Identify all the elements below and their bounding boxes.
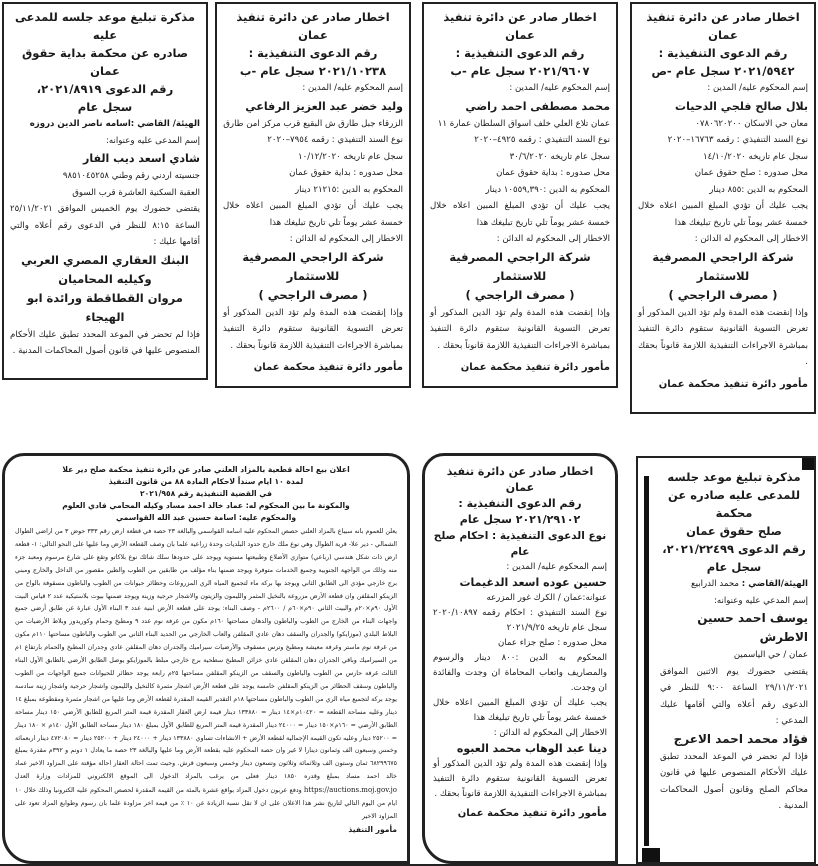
debtor-label: إسم المحكوم عليه/ المدين : <box>509 83 610 93</box>
case-number: ٢٠٢١/٥٩٤٢ سجل عام -ص <box>651 64 795 78</box>
judge-name: محمد الدرابيع <box>691 579 740 589</box>
case-number: ٢٠٢١/٩٦٠٧ سجل عام -ب <box>450 64 590 78</box>
corner-ornament-bottom <box>642 848 660 864</box>
bond-type: نوع السند التنفيذي : رقمه ١٦٧٦٣–٢٠٢٠ <box>667 135 808 145</box>
registry: سجل عام <box>77 100 133 114</box>
signature: مأمور دائرة تنفيذ محكمة عمان <box>253 362 403 373</box>
amount: المحكوم به الدين :٢١٢١٥ دينار <box>295 184 403 195</box>
case-label: رقم الدعوى التنفيذية : <box>658 46 788 60</box>
warning-text: فإذا لم تحضر في الموعد المحدد تطبق عليك الأحكام المنصوص عليها في قانون محاكم الصلح وقانون أصول المحاكمات المدنية . <box>660 751 808 811</box>
summons-text: يقتضى حضورك يوم الاثنين الموافق ٢٩/١١/٢٠٢١ الساعة ٩:٠٠ للنظر في الدعوى رقم أعلاه والتي أقامها عليك المدعي : <box>660 666 808 726</box>
debtor-label: إسم المحكوم عليه/ المدين : <box>707 83 808 93</box>
auction-header-2: لمدة ١٠ ايام سنداً لاحكام المادة ٨٨ من قانون التنفيذ <box>108 477 304 486</box>
debtor-name: محمد مصطفى احمد راضي <box>465 99 610 113</box>
bond-type: نوع السند التنفيذي : رقمه ٧٩٥٤–٢٠٢٠ <box>267 135 403 145</box>
signature: مأمور دائرة تنفيذ محكمة عمان <box>658 378 808 390</box>
bond-date: سجل عام تاريخه ١٠/١٢/٢٠٢٠ <box>298 151 403 162</box>
obligation-text: يجب عليك أن تؤدي المبلغ المبين اعلاه خلال خمسة عشر يوماً تلي تاريخ تبليغك هذا <box>433 698 607 723</box>
case-number: رقم الدعوى ٢٠٢١/٨٩١٩، <box>36 82 174 96</box>
issuer: محل صدوره : بداية حقوق عمان <box>289 168 403 178</box>
notice-execution-29102 <box>422 453 618 864</box>
debtor-address: عنوانه:عمان / الكرك غور المزرعه <box>486 593 607 603</box>
bond-type: نوع السند التنفيذي : رقمه ٤٩٢٥–٢٠٢٠ <box>474 135 610 145</box>
obligation-text: يجب عليك أن تؤدي المبلغ المبين اعلاه خلال خمسة عشر يوماً تلي تاريخ تبليغك هذا <box>430 201 610 228</box>
defendant-name: شادي اسعد ديب الفار <box>82 152 200 165</box>
debtor-name: بلال صالح فلجي الدحيات <box>675 99 808 113</box>
creditor-alias: ( مصرف الراجحي ) <box>258 287 368 302</box>
amount: المحكوم به الدين :٨٠٠ دينار والرسوم والمصاريف واتعاب المحاماة ان وجدت والفائدة ان وجدت. <box>433 653 607 693</box>
bond-date: سجل عام تاريخه ١٤/١٠/٢٠٢٠ <box>703 151 808 162</box>
notice-title: اخطار صادر عن دائرة تنفيذ عمان <box>446 465 594 494</box>
signature: مأمور دائرة تنفيذ محكمة عمان <box>460 362 610 373</box>
auction-body <box>15 526 397 824</box>
notice-title-2: صادره عن محكمة بداية حقوق عمان <box>22 46 188 78</box>
auction-body-text: يعلن للعموم بانه سيباع بالمزاد العلني حصص المحكوم عليه اسامة القواسمي والبالغة ٢٣ حصة في قطعة ارض رقم ٣٣٣ حوض ٣ من اراضي الطوال الشمالي - دير علا- قرية الطوال وهي نوع ملك خارج حدود البلديات وحدة زراعية علما بان وصف القطعة الأرض وما عليها على النحو التالي: ١- قطعة ارض ذات شكل هندسي (رباعي) متوازي الأضلاع وطبيعتها مستوية ويوجد على حدودها سلك شائك نوع بلاكاتو وتقع على شارع مرسوم ومعبد جزء منه وذلك من الواجهة الجنوبية وجميع الخدمات متوفرة ويوجد ضمنها بناء مؤلف من طابقين من الطوب والطين مقصور من الداخل والخارج ومبني برج خارجي مؤدي الى الطابق الثاني ويوجد بها بركة ماء لتجميع المياه الري المزروعات وحظائر حيوانات من الطوب والباطون مسقوفة بالواح من الزينكو المقلفن وان قطعة الأرض مزروعة بالنخيل المثمر والليمون والزيتون والاشجار حرجية وزينة ويوجد ضمنها بيوت بلاستيكية عدد ٢ قياس البيت الأول ٩٠م×٢٠م والبيت الثاني ٩٠م×٦٠م / ٢٦٠٠م - وصف البناء: يوجد على قطعة الأرض ابنية عدد ٣ البناء الأول عبارة عن طابق أرضي جميع واجهات البناء من الخارج من الطوب والباطون والدهان مساحتها ١٦٠م مكون من غرفة نوم عدد ٩ ومطبخ وحمام وكوريدور وبلاط الأرضيات من البلاط البلدي (موزايكو) والجدران والسقف دهان عادي المقلفن والعاب الخارجي من الحديد البناء الثاني من الطوب والباطون مساحتها ١١٠م مكون من غرفة نوم ماستر وغرفة معيشة ومطبخ وترس مسقوف والأرضيات سيراميك والجدران دهان المقلفن عادي وجدران المطبخ والحمام بارتفاع ١م من السيراميك وباقي الجدران دهان المقلفن عادي خزائن المطبخ سطحية برج خارجي مبلط بالموزايكو يوصل الطابق الأرضي بالطابق الأول البناء الثالث غرفة حارس من الطوب والباطون والسقف من الزينكو المقلفن مساحتها ٢٥م رابعة يوجد حظائر للحيوانات جميع الواجهات من الطوب والباطون وسقف الحظائر من الزينكو المقلفن خامسة يوجد على قطعة الأرض اشجار مثمرة كالنخيل والليمون واشجار حرجية واشجار زينة سادسة يوجد بركة لتجميع مياه الري من الطوب والباطون مساحتها ١٨م التقدير القيمة المقدرة لقطعة الأرض وما عليها من اشجار مثمرة ومقطوعة بمبلغ ١٤ دينار وعليه مساحة القطعة = ١٠٤٢٠م×١٤ دينار = ١٣٣٨٨٠ دينار قيمة ارض العقار المقدرة قيمة المتر المربع للطابق الأرضي ١٥٠ دينار مساحة الطابق الأرضي = ١٦٠م×١٥٠ دينار = ٢٤٠٠٠ دينار المقدرة قيمة المتر المربع للطابق الأول بمبلغ ١٨٠ دينار مساحة الطابق الأول ١٤٠م × ١٨٠ دينار = ٢٥٢٠٠ دينار وعليه تكون القيمة الإجمالية لقطعة الأرض + الانشاءات تساوي ١٣٣٨٨٠ دينار + ٢٤٠٠٠ دينار + ٢٥٢٠٠ دينار = ٤٧٢٠٨٠ دينار اربعمائة وخمس وسبعون الف وثمانون دينارا لا غير وان حصة المحكوم عليه بقطعة الأرض وما عليها والبالغة ٢٣ حصة ما يعادل ١ دونم و ٣٩٢م مقدرة بمبلغ ٦٨٢٩٩٦٧٥ ثمان وستون الف وثلاثمائة وثلاثون وتسعون دينار وخمس وسبعون قرش. وحيث تمت احالة العقار احالة مؤقتة على المزاود الاخير عماد خالد احمد مساد بمبلغ وقدره ١٨٥٠ دينار فعلى من يرغب بالمزاد الدخول الى الموقع الالكتروني للمزادات وزارة العدل <box>15 528 398 781</box>
case-label: رقم الدعوى التنفيذية : <box>248 46 378 60</box>
bond-date: سجل عام تاريخه ٣٠/٦/٢٠٢٠ <box>509 151 610 162</box>
auction-body-text-end: ودفع عربون دخول المزاد بواقع عشرة بالمئة من القيمة المقدرة لحصص المحكوم عليه الكترونيا وذلك خلال ١٠ ايام من اليوم التالي لتاريخ نشر هذا الاعلان على ان لا تقل نسبة الزيادة عن ١٠ ٪ من قيمة اخر مزاودة علما بان رسوم وطوابع المزاد تعود على المزاود الاخير <box>15 787 397 820</box>
plaintiff-name: البنك العقاري المصري العربي <box>21 252 189 267</box>
debtor-address: عمان تلاع العلي خلف اسواق السلطان عمارة ١١ <box>437 118 610 129</box>
judge: الهيئة/ القاضي :اسامه ناصر الدين دروزه <box>29 119 200 129</box>
issuer: محل صدوره : بداية حقوق عمان <box>496 168 610 178</box>
corner-ornament-top <box>802 456 816 470</box>
notice-title: اخطار صادر عن دائرة تنفيذ عمان <box>443 10 597 42</box>
debtor-address: الزرقاء جبل طارق ش البقيع قرب مركز امن طارق <box>223 118 403 129</box>
case-number: رقم الدعوى ٢٠٢١/٢٢٤٩٩، <box>662 542 806 556</box>
creditor-name: شركة الراجحي المصرفية للاستثمار <box>449 249 591 283</box>
notice-hearing-8919 <box>2 2 208 380</box>
defendant-address: العقبة السكنية العاشرة قرب السوق <box>72 187 200 198</box>
creditor-name: دينا عبد الوهاب محمد العبوه <box>456 742 607 755</box>
signature: مأمور التنفيذ <box>348 824 397 834</box>
defendant-label: إسم المدعى عليه وعنوانه: <box>105 135 200 146</box>
notice-title-1: مذكرة تبليغ موعد جلسه للمدعى عليه <box>14 10 195 42</box>
creditor-label: الاخطار إلى المحكوم له الدائن : <box>289 234 403 244</box>
notice-title-2: للمدعى عليه صادره عن محكمة <box>667 488 801 520</box>
plaintiff-lawyers: مروان القطاقطة ورائدة ابو الهيجاء <box>27 290 183 324</box>
issuer: محل صدوره : صلح حقوق عمان <box>694 168 808 178</box>
corner-ornament-left-bar <box>644 476 649 846</box>
case-number: ٢٠٢١/٢٩١٠٢ سجل عام <box>459 513 581 526</box>
creditor-alias: ( مصرف الراجحي ) <box>465 287 575 302</box>
debtor-label: إسم المحكوم عليه/ المدين : <box>506 562 607 572</box>
notice-hearing-22499 <box>636 456 816 864</box>
creditor-label: الاخطار إلى المحكوم له الدائن : <box>496 234 610 244</box>
notice-execution-10238 <box>215 2 411 388</box>
creditor-name: شركة الراجحي المصرفية للاستثمار <box>652 249 794 283</box>
warning-text: وإذا إنقضت هذه المدة ولم تؤد الدين المذكور أو تعرض التسوية القانونية ستقوم دائرة التنفيذ بمباشرة الاجراءات التنفيذية اللازمة قانوناً بحقك . <box>430 307 610 351</box>
obligation-text: يجب عليك أن تؤدي المبلغ المبين اعلاه خلال خمسة عشر يوماً تلي تاريخ تبليغك هذا <box>638 201 808 228</box>
warning-text: فإذا لم تحضر في الموعد المحدد تطبق عليك الأحكام المنصوص عليها في قانون أصول المحاكمات المدنية . <box>10 329 200 356</box>
notice-title-3: صلح حقوق عمان <box>686 524 782 538</box>
issuer: محل صدوره : صلح جزاء عمان <box>497 638 607 648</box>
auction-header-5: والمحكوم عليه: اسامة حسين عبد الله القواسمي <box>115 513 297 522</box>
nationality: جنسيته اردني رقم وطني ٩٨٥١٠٤٥٢٥٨ <box>62 171 200 181</box>
amount: المحكوم به الدين :١٠٥٥٩,٣٩٠ دينار <box>485 184 610 195</box>
case-label: رقم الدعوى التنفيذية : <box>458 497 582 510</box>
signature: مأمور دائرة تنفيذ محكمة عمان <box>457 808 607 819</box>
summons-text: يقتضى حضورك يوم الخميس الموافق ٢٥/١١/٢٠٢١ الساعة ٨:١٥ للنظر في الدعوى رقم أعلاه والتي أقامها عليك : <box>10 204 200 247</box>
case-number: ٢٠٢١/١٠٢٣٨ سجل عام -ب <box>239 64 387 78</box>
warning-text: وإذا إنقضت هذه المدة ولم تؤد الدين المذكور أو تعرض التسوية القانونية ستقوم دائرة التنفيذ بمباشرة الاجراءات التنفيذية اللازمة قانوناً بحقك . <box>223 307 403 351</box>
debtor-name: وليد خضر عبد العزيز الرفاعي <box>245 99 403 113</box>
creditor-label: الاخطار إلى المحكوم له الدائن : <box>493 728 607 738</box>
notice-title-1: مذكرة تبليغ موعد جلسه <box>667 470 801 484</box>
debtor-label: إسم المحكوم عليه/ المدين : <box>302 83 403 93</box>
notice-title: اخطار صادر عن دائرة تنفيذ عمان <box>646 10 800 42</box>
auction-header-4: والمكونة ما بين المحكوم له: عماد خالد احمد مساد وكيله المحامي فادي العلوم <box>62 501 350 510</box>
warning-text: وإذا إنقضت هذه المدة ولم تؤد الدين المذكور أو تعرض التسوية القانونية ستقوم دائرة التنفيذ بمباشرة الاجراءات التنفيذية اللازمة قانوناً بحقك . <box>638 307 808 367</box>
case-label: رقم الدعوى التنفيذية : <box>455 46 585 60</box>
creditor-label: الاخطار إلى المحكوم له الدائن : <box>694 234 808 244</box>
defendant-address: عمان / حي الياسمين <box>733 650 808 660</box>
warning-text: وإذا إنقضت هذه المدة ولم تؤد الدين المذكور أو تعرض التسوية القانونية ستقوم دائرة التنفيذ بمباشرة الاجراءات التنفيذية اللازمة قانوناً بحقك . <box>433 759 607 799</box>
plaintiff-agents: وكيليه المحاميان <box>58 271 152 286</box>
judge-label: الهيئة/القاضي : <box>741 579 808 589</box>
case-type: نوع الدعوى التنفيذية : احكام صلح عام <box>433 530 607 558</box>
amount: المحكوم به الدين :٨٥٥ دينار <box>709 184 808 195</box>
creditor-name: شركة الراجحي المصرفية للاستثمار <box>242 249 384 283</box>
debtor-name: حسين عوده اسعد الدغيمات <box>459 576 607 589</box>
creditor-alias: ( مصرف الراجحي ) <box>668 287 778 302</box>
obligation-text: يجب عليك أن تؤدي المبلغ المبين اعلاه خلال خمسة عشر يوماً تلي تاريخ تبليغك هذا <box>223 201 403 228</box>
registry: سجل عام <box>706 560 762 574</box>
notice-execution-9607 <box>422 2 618 388</box>
notice-auction-958 <box>2 453 410 864</box>
debtor-address: معان حي الاسكان ٠٧٨٠٦٢٠٢٠٠ <box>695 118 808 129</box>
auction-header-3: في القضية التنفيذية رقم ٢٠٢١/٩٥٨ <box>140 489 272 498</box>
notice-title: اخطار صادر عن دائرة تنفيذ عمان <box>236 10 390 42</box>
plaintiff-name: فؤاد محمد احمد الاعرج <box>673 731 808 746</box>
notice-execution-5942 <box>630 2 816 414</box>
defendant-name: يوسف احمد حسين الاطرش <box>697 611 808 644</box>
auction-header-1: اعلان بيع احالة قطعية بالمزاد العلني صادر عن دائرة تنفيذ محكمة صلح دير علا <box>62 465 350 474</box>
auction-url-link[interactable]: https://auctions.moj.gov.jo <box>303 786 397 795</box>
defendant-label: إسم المدعي عليه وعنوانه: <box>713 595 808 606</box>
bond-type: نوع السند التنفيذي : احكام رقمه ٢٠٢٠/١٠٨٩٧ سجل عام تاريخه ٢٠٢١/٩/٢٥ <box>433 608 607 633</box>
